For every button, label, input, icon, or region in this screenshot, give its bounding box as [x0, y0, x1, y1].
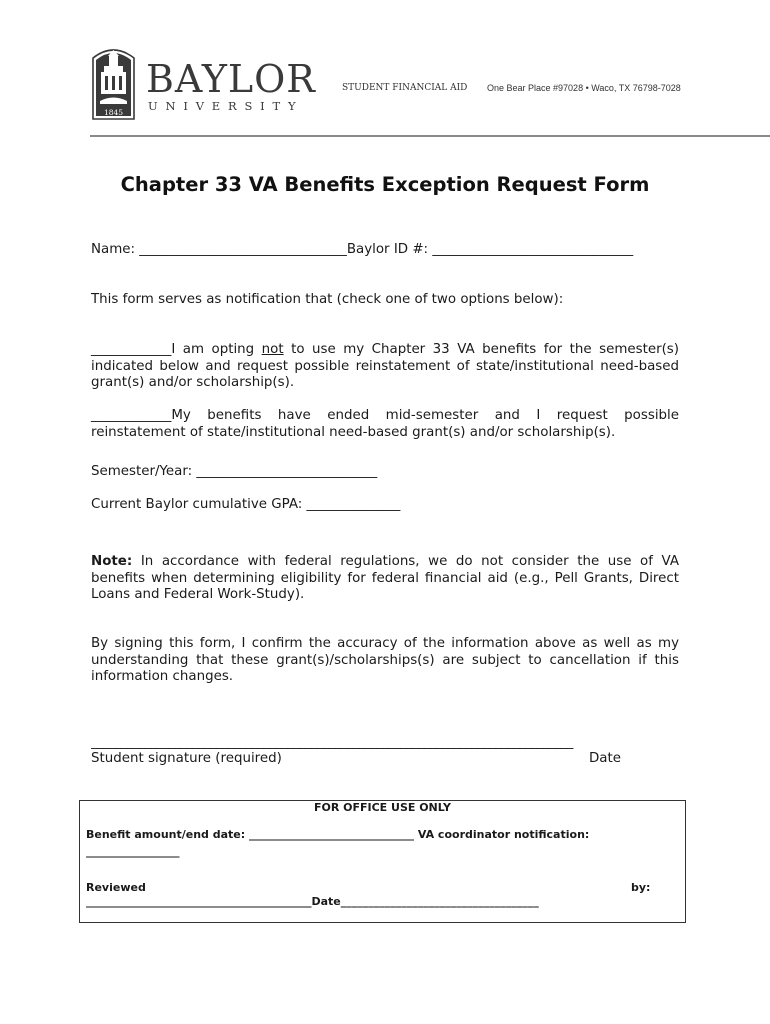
baylor-id-label: Baylor ID #: ______________________________	[346, 242, 634, 257]
emphasis-not: not	[261, 342, 284, 357]
signature-line[interactable]: _________________________________________________________________________________	[91, 735, 573, 750]
signature-date-label: Date	[589, 751, 622, 766]
option-not-using-benefits[interactable]: ____________I am opting not to use my Chapter 33 VA benefits for the semester(s) indicated below and request possible reinstatement of state/institutional need-based grant(s) and/or scholarship(s).	[91, 342, 679, 391]
option2-checkbox-line[interactable]: ____________	[91, 408, 172, 423]
svg-text:1845: 1845	[103, 108, 124, 117]
intro-text: This form serves as notification that (check one of two options below):	[91, 292, 564, 307]
option1-checkbox-line[interactable]: ____________	[91, 342, 172, 357]
page-title: Chapter 33 VA Benefits Exception Request Form	[120, 173, 650, 196]
name-label: Name: _______________________________	[91, 242, 347, 257]
name-field[interactable]	[91, 242, 633, 259]
option-benefits-ended[interactable]: ____________My benefits have ended mid-semester and I request possible reinstatement of state/institutional need-based grant(s) and/or scholarship(s).	[91, 408, 679, 440]
reviewed-date-line[interactable]: _________________________________________Date____________________________________	[86, 895, 539, 908]
note-paragraph: Note: In accordance with federal regulations, we do not consider the use of VA benefits when determining eligibility for federal financial aid (e.g., Pell Grants, Direct Loans and Federal Work-Study).	[91, 554, 679, 603]
benefit-amount-field[interactable]: Benefit amount/end date: ______________________________ VA coordinator notification:	[86, 828, 590, 841]
confirmation-paragraph: By signing this form, I confirm the accuracy of the information above as well as my understanding that these grant(s)/scholarships(s) are subject to cancellation if this information changes.	[91, 636, 679, 685]
reviewed-label: Reviewed	[86, 881, 146, 894]
office-use-heading: FOR OFFICE USE ONLY	[313, 801, 452, 814]
note-label: Note:	[91, 554, 133, 569]
baylor-seal-icon	[92, 46, 135, 120]
logo-wordmark: BAYLOR	[146, 57, 316, 101]
semester-year-field[interactable]: Semester/Year: ___________________________	[91, 464, 378, 479]
department-address: One Bear Place #97028 • Waco, TX 76798-7028	[487, 83, 681, 93]
gpa-field[interactable]: Current Baylor cumulative GPA: ______________	[91, 497, 401, 512]
logo-subtitle: UNIVERSITY	[148, 99, 304, 113]
department-name: STUDENT FINANCIAL AID	[342, 83, 468, 93]
signature-label: Student signature (required)	[91, 751, 282, 766]
va-coordinator-notification-field[interactable]: _________________	[86, 845, 180, 858]
reviewed-by-label: by:	[631, 881, 651, 894]
header-divider	[90, 135, 770, 137]
